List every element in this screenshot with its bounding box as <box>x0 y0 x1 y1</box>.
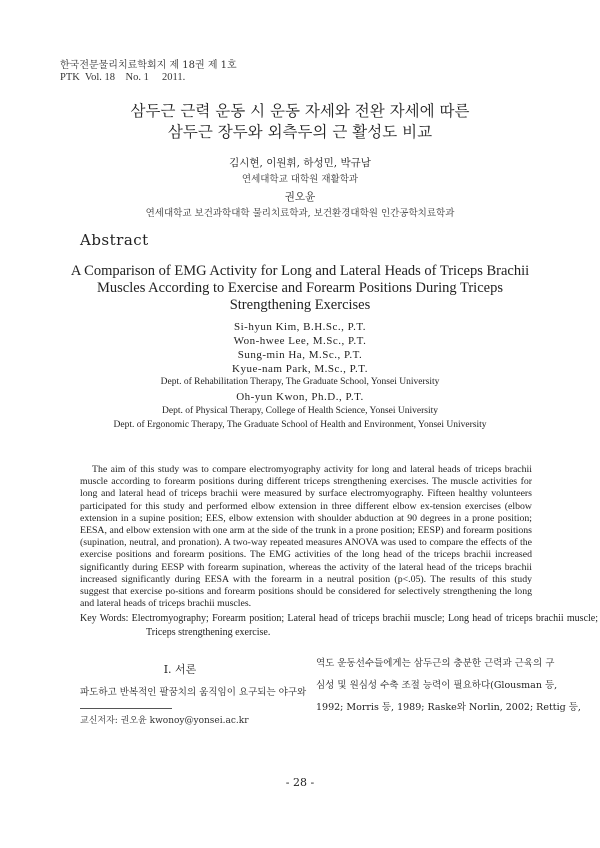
corresponding-author-footnote: 교신저자: 권오윤 kwonoy@yonsei.ac.kr <box>80 716 249 726</box>
korean-author-names: 김시현, 이원휘, 하성민, 박규남 <box>229 157 371 169</box>
keywords-label: Key Words: <box>80 613 129 624</box>
korean-author-name-2: 권오윤 <box>284 191 316 203</box>
english-title-line3: Strengthening Exercises <box>229 297 371 313</box>
english-author-4: Kyue-nam Park, M.Sc., P.T. <box>232 363 368 375</box>
abstract-paragraph: The aim of this study was to compare electromyography activity for long and lateral heads of triceps brachii muscle according to forearm positions during different triceps strengthening exercises. The muscle activities for long and lateral head of triceps brachii were measured by surface electromyography. Fifteen healthy volunteers participated for this study and performed elbow extension in three different elbow ex-tension exercises (elbow extension in a supine position; EES, elbow extension with shoulder abduction at 90 degrees in a prone position; EESA, and elbow extension with one arm at the side of the trunk in a prone position; EESP) and forearm positions (supination, neutral, and pronation). A two-way repeated measures ANOVA was used to compare the effects of the exercise positions and forearm positions. The EMG activities of the long head of the triceps brachii increased significantly during EESP with forearm supination, whereas the activity of the lateral head of the triceps brachii increased significantly during EESA with the forearm in a neutral position (p<.05). The results of this study suggest that exercise po-sitions and forearm positions should be considered for selectively strengthening the long and lateral heads of triceps brachii muscles. <box>80 464 532 610</box>
section-heading-introduction: Ⅰ. 서론 <box>163 663 197 676</box>
english-author-3: Sung-min Ha, M.Sc., P.T. <box>237 349 363 361</box>
english-affiliation-1: Dept. of Rehabilitation Therapy, The Graduate School, Yonsei University <box>160 377 440 387</box>
english-author-5: Oh-yun Kwon, Ph.D., P.T. <box>236 391 364 403</box>
intro-left-column-text: 파도하고 반복적인 팔꿈치의 움직임이 요구되는 야구와 <box>80 687 307 698</box>
english-affiliation-3: Dept. of Ergonomic Therapy, The Graduate School of Health and Environment, Yonsei University <box>113 420 487 430</box>
korean-title-line2: 삼두근 장두와 외측두의 근 활성도 비교 <box>167 123 433 141</box>
page-number: - 28 - <box>285 776 315 789</box>
english-author-1: Si-hyun Kim, B.H.Sc., P.T. <box>234 321 366 333</box>
english-affiliation-2: Dept. of Physical Therapy, College of Health Science, Yonsei University <box>162 406 438 416</box>
footnote-rule <box>80 708 172 709</box>
keywords <box>80 612 598 640</box>
journal-volume-info: PTK Vol. 18 No. 1 2011. <box>60 72 186 83</box>
intro-right-column-line3: 1992; Morris 등, 1989; Raske와 Norlin, 2002; Rettig 등, <box>316 702 581 713</box>
korean-affiliation-2: 연세대학교 보건과학대학 물리치료학과, 보건환경대학원 인간공학치료학과 <box>145 208 455 219</box>
english-author-2: Won-hwee Lee, M.Sc., P.T. <box>233 335 367 347</box>
intro-right-column-line2: 심성 및 원심성 수축 조절 능력이 필요하다(Glousman 등, <box>316 680 558 691</box>
english-title-line1: A Comparison of EMG Activity for Long and Lateral Heads of Triceps Brachii <box>70 263 530 279</box>
journal-name-korean: 한국전문물리치료학회지 제 18권 제 1호 <box>60 60 237 71</box>
english-title-line2: Muscles According to Exercise and Forearm Positions During Triceps <box>97 280 503 296</box>
keywords-text: Electromyography; Forearm position; Lateral head of triceps brachii muscle; Long head of triceps brachii muscle; Triceps strengthening exercise. <box>131 613 598 638</box>
intro-right-column-line1: 역도 운동선수들에게는 삼두근의 충분한 근력과 근육의 구 <box>316 658 555 669</box>
korean-title-line1: 삼두근 근력 운동 시 운동 자세와 전완 자세에 따른 <box>130 102 470 120</box>
korean-affiliation-1: 연세대학교 대학원 재활학과 <box>241 174 359 185</box>
abstract-heading: Abstract <box>80 231 149 249</box>
